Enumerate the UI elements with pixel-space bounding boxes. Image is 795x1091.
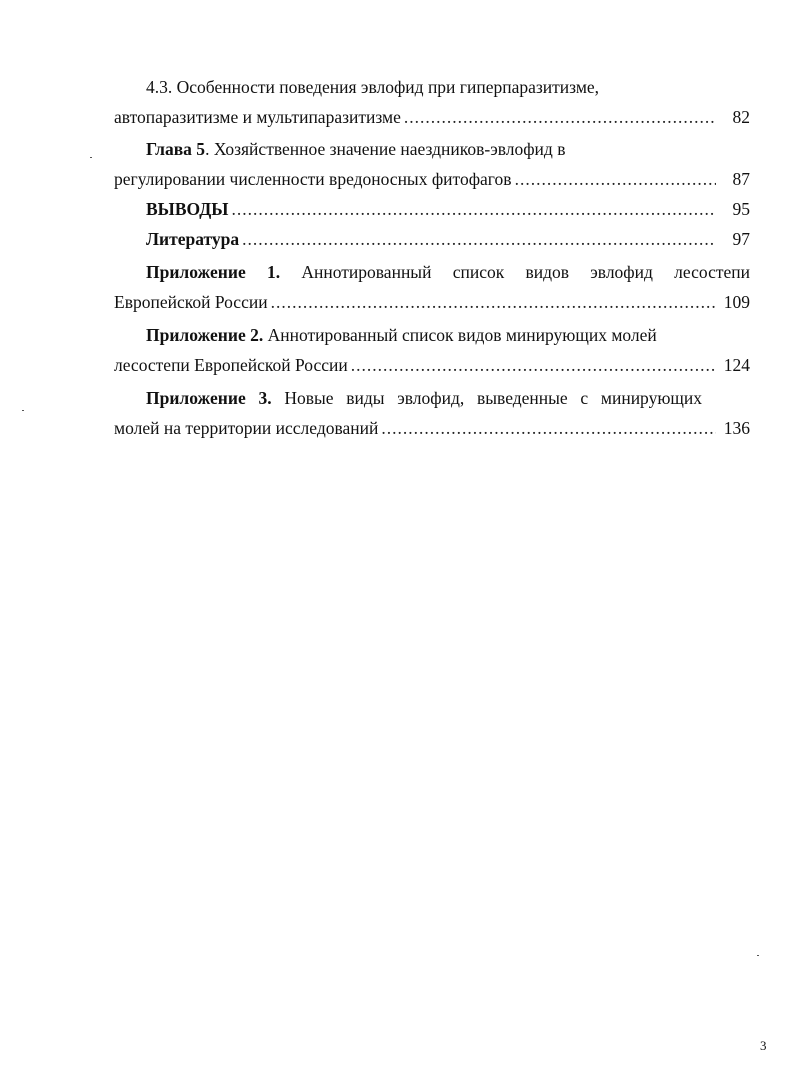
table-of-contents — [114, 72, 750, 443]
toc-entry-lead: Литература — [146, 229, 240, 249]
toc-entry-appendix-1 — [114, 257, 750, 317]
toc-entry-4-3 — [114, 72, 750, 132]
toc-page-number: 95 — [732, 199, 750, 219]
toc-entry-title: Аннотированный список видов минирующих молей — [267, 325, 657, 345]
toc-page-number: 82 — [732, 107, 750, 127]
scan-speck — [757, 955, 759, 956]
dot-leader — [351, 350, 716, 380]
toc-page-number: 109 — [723, 292, 750, 312]
toc-entry-title: Аннотированный список видов эвлофид лесостепи — [301, 262, 750, 282]
toc-entry-lead: Приложение 2. — [146, 325, 264, 345]
toc-entry-title: Новые виды эвлофид, выведенные с минирующих — [284, 388, 702, 408]
dot-leader — [242, 224, 716, 254]
dot-leader — [381, 413, 716, 443]
page-number: 3 — [760, 1038, 767, 1053]
toc-entry-title: . Хозяйственное значение наездников-эвлофид в — [205, 139, 566, 159]
toc-entry-title-cont: лесостепи Европейской России — [114, 355, 348, 375]
toc-entry-literature — [114, 224, 750, 254]
toc-entry-chapter-5 — [114, 134, 750, 194]
dot-leader — [271, 287, 716, 317]
toc-entry-lead: Глава 5 — [146, 139, 206, 159]
toc-entry-lead: ВЫВОДЫ — [146, 199, 229, 219]
toc-entry-title-cont: автопаразитизме и мультипаразитизме — [114, 107, 401, 127]
toc-page-number: 124 — [723, 355, 750, 375]
toc-entry-lead: Приложение 1. — [146, 262, 281, 282]
toc-entry-title: 4.3. Особенности поведения эвлофид при гиперпаразитизме, — [146, 77, 600, 97]
toc-entry-appendix-3 — [114, 383, 750, 443]
toc-entry-title-cont: регулировании численности вредоносных фитофагов — [114, 169, 512, 189]
toc-page-number: 97 — [732, 229, 750, 249]
dot-leader — [404, 102, 716, 132]
scan-speck — [22, 410, 24, 411]
scan-speck — [90, 157, 92, 158]
dot-leader — [515, 164, 716, 194]
toc-page-number: 136 — [723, 418, 750, 438]
toc-entry-title-cont: молей на территории исследований — [114, 418, 379, 438]
toc-entry-title-cont: Европейской России — [114, 292, 268, 312]
toc-entry-lead: Приложение 3. — [146, 388, 272, 408]
toc-page-number: 87 — [732, 169, 750, 189]
toc-entry-appendix-2 — [114, 320, 750, 380]
dot-leader — [232, 194, 717, 224]
toc-entry-conclusions — [114, 194, 750, 224]
